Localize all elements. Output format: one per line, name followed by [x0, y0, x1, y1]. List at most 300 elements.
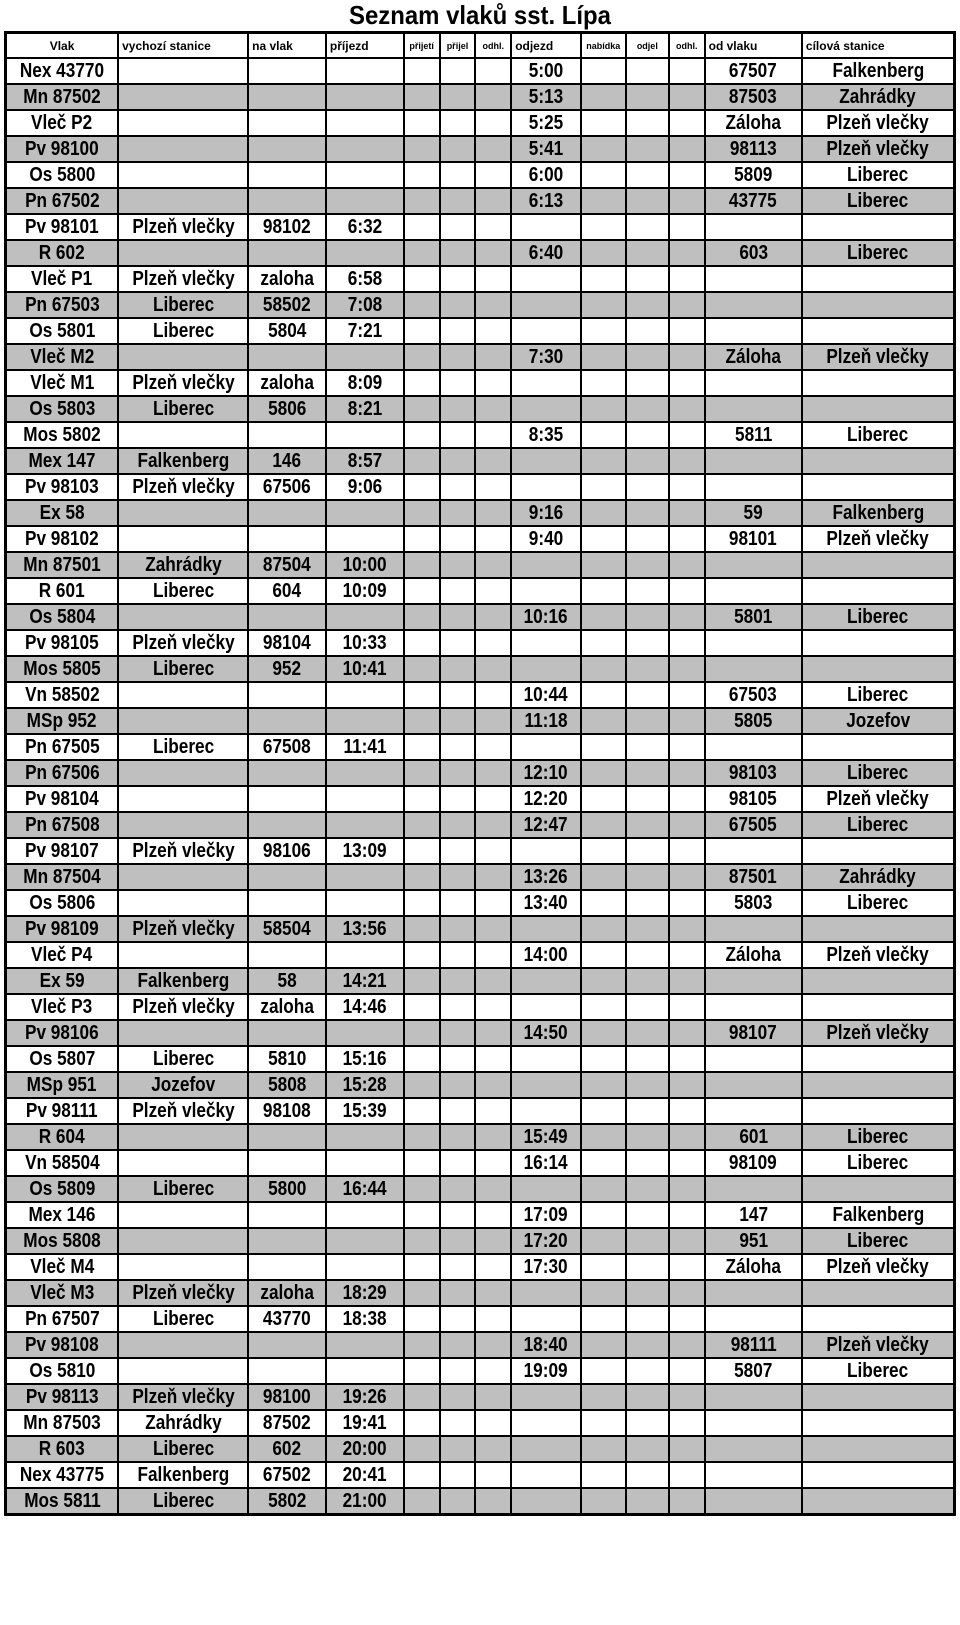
cell-arrived: [440, 110, 476, 136]
cell-text: 98103: [729, 762, 778, 784]
cell-off-report-2: [669, 1046, 705, 1072]
cell-connecting-train: [248, 968, 326, 994]
cell-arrived: [440, 188, 476, 214]
cell-arrival: [326, 760, 404, 786]
cell-departed: [626, 266, 669, 292]
cell-train: [6, 58, 119, 84]
cell-from-train: [705, 708, 802, 734]
table-row: [6, 292, 955, 318]
cell-departed: [626, 318, 669, 344]
cell-origin: [118, 890, 248, 916]
cell-offer: [581, 1072, 626, 1098]
cell-off-report-1: [475, 136, 511, 162]
cell-accepted: [404, 396, 440, 422]
table-row: [6, 760, 955, 786]
cell-text: Pn 67505: [24, 736, 100, 758]
cell-text: Plzeň vlečky: [826, 346, 930, 368]
cell-off-report-1: [475, 604, 511, 630]
cell-off-report-2: [669, 1150, 705, 1176]
cell-text: 17:20: [523, 1230, 568, 1252]
cell-destination: [802, 1254, 955, 1280]
cell-text: Pn 67508: [24, 814, 100, 836]
cell-text: 19:09: [523, 1360, 568, 1382]
cell-text: zaloha: [260, 1282, 314, 1304]
cell-departure: [511, 1306, 581, 1332]
cell-from-train: [705, 526, 802, 552]
cell-text: 17:30: [523, 1256, 568, 1278]
cell-departed: [626, 1384, 669, 1410]
cell-connecting-train: [248, 1150, 326, 1176]
cell-text: Pv 98111: [26, 1100, 98, 1122]
cell-connecting-train: [248, 292, 326, 318]
cell-from-train: [705, 1358, 802, 1384]
cell-arrived: [440, 760, 476, 786]
cell-origin: [118, 864, 248, 890]
cell-departed: [626, 864, 669, 890]
table-row: [6, 838, 955, 864]
cell-from-train: [705, 1124, 802, 1150]
cell-off-report-2: [669, 1436, 705, 1462]
cell-text: MSp 951: [27, 1074, 97, 1096]
cell-train: [6, 448, 119, 474]
cell-off-report-2: [669, 422, 705, 448]
cell-text: 5805: [734, 710, 773, 732]
cell-accepted: [404, 1124, 440, 1150]
cell-departure: [511, 266, 581, 292]
cell-destination: [802, 448, 955, 474]
cell-departed: [626, 1306, 669, 1332]
cell-connecting-train: [248, 500, 326, 526]
cell-origin: [118, 526, 248, 552]
cell-text: Plzeň vlečky: [131, 1386, 235, 1408]
cell-text: Mos 5808: [23, 1230, 101, 1252]
cell-text: zaloha: [260, 372, 314, 394]
cell-text: 5807: [734, 1360, 773, 1382]
cell-arrival: [326, 864, 404, 890]
cell-text: R 601: [39, 580, 85, 602]
cell-destination: [802, 526, 955, 552]
cell-destination: [802, 1462, 955, 1488]
cell-from-train: [705, 942, 802, 968]
cell-departure: [511, 916, 581, 942]
cell-origin: [118, 110, 248, 136]
cell-off-report-2: [669, 526, 705, 552]
cell-off-report-1: [475, 812, 511, 838]
cell-text: Záloha: [725, 112, 781, 134]
cell-text: Záloha: [725, 1256, 781, 1278]
cell-arrival: [326, 1332, 404, 1358]
cell-off-report-2: [669, 630, 705, 656]
cell-text: 11:41: [343, 736, 387, 758]
cell-accepted: [404, 1176, 440, 1202]
cell-departure: [511, 1124, 581, 1150]
cell-accepted: [404, 1306, 440, 1332]
cell-arrival: [326, 240, 404, 266]
cell-arrival: [326, 838, 404, 864]
cell-off-report-2: [669, 1228, 705, 1254]
cell-arrived: [440, 84, 476, 110]
cell-off-report-2: [669, 968, 705, 994]
cell-destination: [802, 396, 955, 422]
cell-destination: [802, 864, 955, 890]
cell-text: 6:40: [528, 242, 564, 264]
cell-off-report-2: [669, 1332, 705, 1358]
cell-text: 98108: [263, 1100, 311, 1122]
cell-arrival: [326, 942, 404, 968]
cell-text: Pv 98113: [25, 1386, 99, 1408]
cell-off-report-1: [475, 1488, 511, 1515]
cell-destination: [802, 1046, 955, 1072]
cell-text: 43775: [729, 190, 778, 212]
cell-text: 10:44: [523, 684, 568, 706]
cell-text: 5800: [267, 1178, 307, 1200]
cell-off-report-1: [475, 1072, 511, 1098]
cell-accepted: [404, 1254, 440, 1280]
cell-destination: [802, 1228, 955, 1254]
cell-text: 87503: [729, 86, 778, 108]
cell-arrival: [326, 214, 404, 240]
cell-accepted: [404, 552, 440, 578]
cell-departed: [626, 110, 669, 136]
cell-off-report-2: [669, 136, 705, 162]
cell-connecting-train: [248, 1462, 326, 1488]
cell-departed: [626, 370, 669, 396]
cell-arrived: [440, 214, 476, 240]
cell-from-train: [705, 604, 802, 630]
cell-arrival: [326, 1254, 404, 1280]
cell-text: Liberec: [847, 762, 909, 784]
cell-text: 8:21: [347, 398, 383, 420]
cell-arrival: [326, 84, 404, 110]
cell-from-train: [705, 838, 802, 864]
cell-train: [6, 1488, 119, 1515]
cell-arrival: [326, 292, 404, 318]
cell-text: Pv 98105: [25, 632, 99, 654]
cell-text: Liberec: [152, 398, 214, 420]
cell-destination: [802, 1176, 955, 1202]
cell-off-report-2: [669, 1176, 705, 1202]
cell-arrived: [440, 968, 476, 994]
cell-text: 98102: [263, 216, 311, 238]
cell-text: 13:09: [342, 840, 387, 862]
cell-train: [6, 1436, 119, 1462]
cell-text: Pn 67506: [24, 762, 100, 784]
cell-departed: [626, 734, 669, 760]
cell-from-train: [705, 1150, 802, 1176]
cell-connecting-train: [248, 1384, 326, 1410]
cell-train: [6, 422, 119, 448]
cell-departure: [511, 1410, 581, 1436]
cell-off-report-1: [475, 786, 511, 812]
cell-train: [6, 968, 119, 994]
cell-origin: [118, 448, 248, 474]
cell-text: 12:20: [523, 788, 568, 810]
cell-destination: [802, 1280, 955, 1306]
cell-from-train: [705, 292, 802, 318]
cell-text: Liberec: [847, 424, 909, 446]
cell-departure: [511, 682, 581, 708]
cell-text: 9:40: [528, 528, 564, 550]
cell-from-train: [705, 318, 802, 344]
cell-train: [6, 812, 119, 838]
cell-origin: [118, 1202, 248, 1228]
cell-off-report-1: [475, 188, 511, 214]
cell-off-report-2: [669, 552, 705, 578]
cell-train: [6, 708, 119, 734]
cell-train: [6, 552, 119, 578]
cell-text: Ex 59: [39, 970, 85, 992]
cell-offer: [581, 1488, 626, 1515]
cell-off-report-2: [669, 994, 705, 1020]
cell-off-report-1: [475, 1254, 511, 1280]
cell-text: 8:57: [347, 450, 383, 472]
cell-text: Zahrádky: [144, 1412, 222, 1434]
cell-connecting-train: [248, 526, 326, 552]
cell-train: [6, 1046, 119, 1072]
cell-connecting-train: [248, 656, 326, 682]
table-body: [6, 58, 955, 1515]
cell-text: 8:35: [528, 424, 564, 446]
cell-text: 87501: [729, 866, 778, 888]
cell-departure: [511, 864, 581, 890]
cell-text: 13:56: [342, 918, 387, 940]
cell-text: Vn 58502: [24, 684, 100, 706]
cell-departed: [626, 448, 669, 474]
cell-train: [6, 474, 119, 500]
cell-arrival: [326, 578, 404, 604]
cell-departure: [511, 1462, 581, 1488]
table-row: [6, 708, 955, 734]
cell-connecting-train: [248, 1280, 326, 1306]
cell-text: 5:41: [528, 138, 564, 160]
cell-text: 18:40: [523, 1334, 568, 1356]
cell-train: [6, 630, 119, 656]
cell-accepted: [404, 812, 440, 838]
cell-off-report-2: [669, 1072, 705, 1098]
cell-train: [6, 318, 119, 344]
cell-accepted: [404, 994, 440, 1020]
cell-text: R 602: [39, 242, 85, 264]
cell-departed: [626, 344, 669, 370]
cell-departure: [511, 344, 581, 370]
cell-destination: [802, 266, 955, 292]
table-row: [6, 110, 955, 136]
cell-text: Liberec: [847, 1126, 909, 1148]
cell-departed: [626, 552, 669, 578]
cell-text: 67503: [729, 684, 778, 706]
cell-text: Mos 5802: [23, 424, 101, 446]
cell-offer: [581, 266, 626, 292]
cell-destination: [802, 682, 955, 708]
cell-connecting-train: [248, 864, 326, 890]
cell-text: 58: [277, 970, 297, 992]
cell-connecting-train: [248, 396, 326, 422]
cell-text: Pv 98106: [25, 1022, 99, 1044]
cell-destination: [802, 1384, 955, 1410]
cell-departed: [626, 890, 669, 916]
cell-connecting-train: [248, 1098, 326, 1124]
cell-destination: [802, 1410, 955, 1436]
cell-arrived: [440, 1228, 476, 1254]
table-row: [6, 578, 955, 604]
cell-arrived: [440, 734, 476, 760]
cell-text: Liberec: [152, 1178, 214, 1200]
cell-departure: [511, 734, 581, 760]
cell-off-report-2: [669, 292, 705, 318]
cell-arrived: [440, 1488, 476, 1515]
cell-from-train: [705, 214, 802, 240]
cell-departure: [511, 500, 581, 526]
cell-text: Mos 5811: [23, 1490, 101, 1512]
cell-text: Liberec: [152, 294, 214, 316]
cell-origin: [118, 214, 248, 240]
cell-arrived: [440, 1306, 476, 1332]
cell-origin: [118, 474, 248, 500]
cell-accepted: [404, 526, 440, 552]
cell-arrival: [326, 500, 404, 526]
cell-departure: [511, 656, 581, 682]
cell-offer: [581, 864, 626, 890]
cell-offer: [581, 448, 626, 474]
cell-train: [6, 1306, 119, 1332]
cell-off-report-1: [475, 864, 511, 890]
cell-text: 5803: [734, 892, 773, 914]
cell-departure: [511, 1098, 581, 1124]
cell-offer: [581, 1124, 626, 1150]
cell-destination: [802, 812, 955, 838]
cell-text: Mn 87501: [23, 554, 101, 576]
cell-arrived: [440, 864, 476, 890]
cell-text: Mn 87502: [23, 86, 101, 108]
cell-off-report-1: [475, 526, 511, 552]
cell-train: [6, 1280, 119, 1306]
cell-offer: [581, 1046, 626, 1072]
cell-offer: [581, 162, 626, 188]
table-row: [6, 500, 955, 526]
cell-offer: [581, 188, 626, 214]
cell-text: 6:32: [347, 216, 383, 238]
cell-off-report-1: [475, 1020, 511, 1046]
cell-off-report-2: [669, 812, 705, 838]
cell-connecting-train: [248, 1202, 326, 1228]
cell-arrival: [326, 526, 404, 552]
cell-destination: [802, 1488, 955, 1515]
cell-text: 5808: [267, 1074, 307, 1096]
cell-arrival: [326, 682, 404, 708]
cell-off-report-1: [475, 1228, 511, 1254]
cell-text: Plzeň vlečky: [131, 918, 235, 940]
cell-text: 16:14: [523, 1152, 568, 1174]
cell-text: Plzeň vlečky: [131, 632, 235, 654]
cell-arrived: [440, 994, 476, 1020]
cell-departed: [626, 396, 669, 422]
cell-offer: [581, 318, 626, 344]
cell-off-report-2: [669, 110, 705, 136]
cell-origin: [118, 1228, 248, 1254]
cell-arrival: [326, 1020, 404, 1046]
cell-origin: [118, 968, 248, 994]
cell-departed: [626, 162, 669, 188]
cell-arrival: [326, 890, 404, 916]
cell-off-report-1: [475, 1436, 511, 1462]
table-row: [6, 266, 955, 292]
cell-text: 951: [738, 1230, 768, 1252]
cell-text: 5:25: [528, 112, 564, 134]
cell-text: 146: [272, 450, 302, 472]
cell-text: Vleč P1: [31, 268, 93, 290]
cell-departure: [511, 1202, 581, 1228]
cell-off-report-1: [475, 1410, 511, 1436]
cell-text: 14:50: [523, 1022, 568, 1044]
cell-offer: [581, 474, 626, 500]
cell-arrival: [326, 552, 404, 578]
cell-departed: [626, 682, 669, 708]
cell-text: Pn 67507: [24, 1308, 100, 1330]
cell-departure: [511, 136, 581, 162]
cell-offer: [581, 578, 626, 604]
cell-arrived: [440, 656, 476, 682]
cell-train: [6, 136, 119, 162]
cell-departed: [626, 1254, 669, 1280]
cell-departed: [626, 1436, 669, 1462]
cell-text: 5802: [267, 1490, 307, 1512]
cell-accepted: [404, 162, 440, 188]
cell-text: 98107: [729, 1022, 778, 1044]
cell-text: Liberec: [152, 736, 214, 758]
cell-text: 87504: [263, 554, 311, 576]
cell-departure: [511, 994, 581, 1020]
cell-train: [6, 890, 119, 916]
cell-departed: [626, 838, 669, 864]
cell-text: Pv 98107: [25, 840, 99, 862]
cell-train: [6, 526, 119, 552]
cell-arrival: [326, 734, 404, 760]
cell-origin: [118, 1150, 248, 1176]
cell-departed: [626, 214, 669, 240]
cell-off-report-2: [669, 604, 705, 630]
cell-destination: [802, 136, 955, 162]
cell-train: [6, 682, 119, 708]
cell-connecting-train: [248, 682, 326, 708]
cell-off-report-2: [669, 734, 705, 760]
cell-from-train: [705, 266, 802, 292]
cell-text: Liberec: [847, 606, 909, 628]
cell-from-train: [705, 1488, 802, 1515]
cell-connecting-train: [248, 1410, 326, 1436]
cell-train: [6, 994, 119, 1020]
table-row: [6, 1072, 955, 1098]
cell-origin: [118, 162, 248, 188]
cell-text: Ex 58: [39, 502, 85, 524]
cell-text: 604: [272, 580, 302, 602]
cell-departed: [626, 1020, 669, 1046]
cell-from-train: [705, 812, 802, 838]
cell-offer: [581, 1358, 626, 1384]
cell-text: Vleč M4: [30, 1256, 95, 1278]
cell-origin: [118, 708, 248, 734]
cell-departure: [511, 526, 581, 552]
cell-accepted: [404, 708, 440, 734]
cell-departure: [511, 214, 581, 240]
cell-arrived: [440, 162, 476, 188]
cell-text: 15:39: [342, 1100, 387, 1122]
cell-arrival: [326, 1124, 404, 1150]
cell-departure: [511, 578, 581, 604]
cell-departure: [511, 188, 581, 214]
cell-arrival: [326, 110, 404, 136]
cell-text: 67508: [263, 736, 311, 758]
cell-text: 7:08: [347, 294, 383, 316]
